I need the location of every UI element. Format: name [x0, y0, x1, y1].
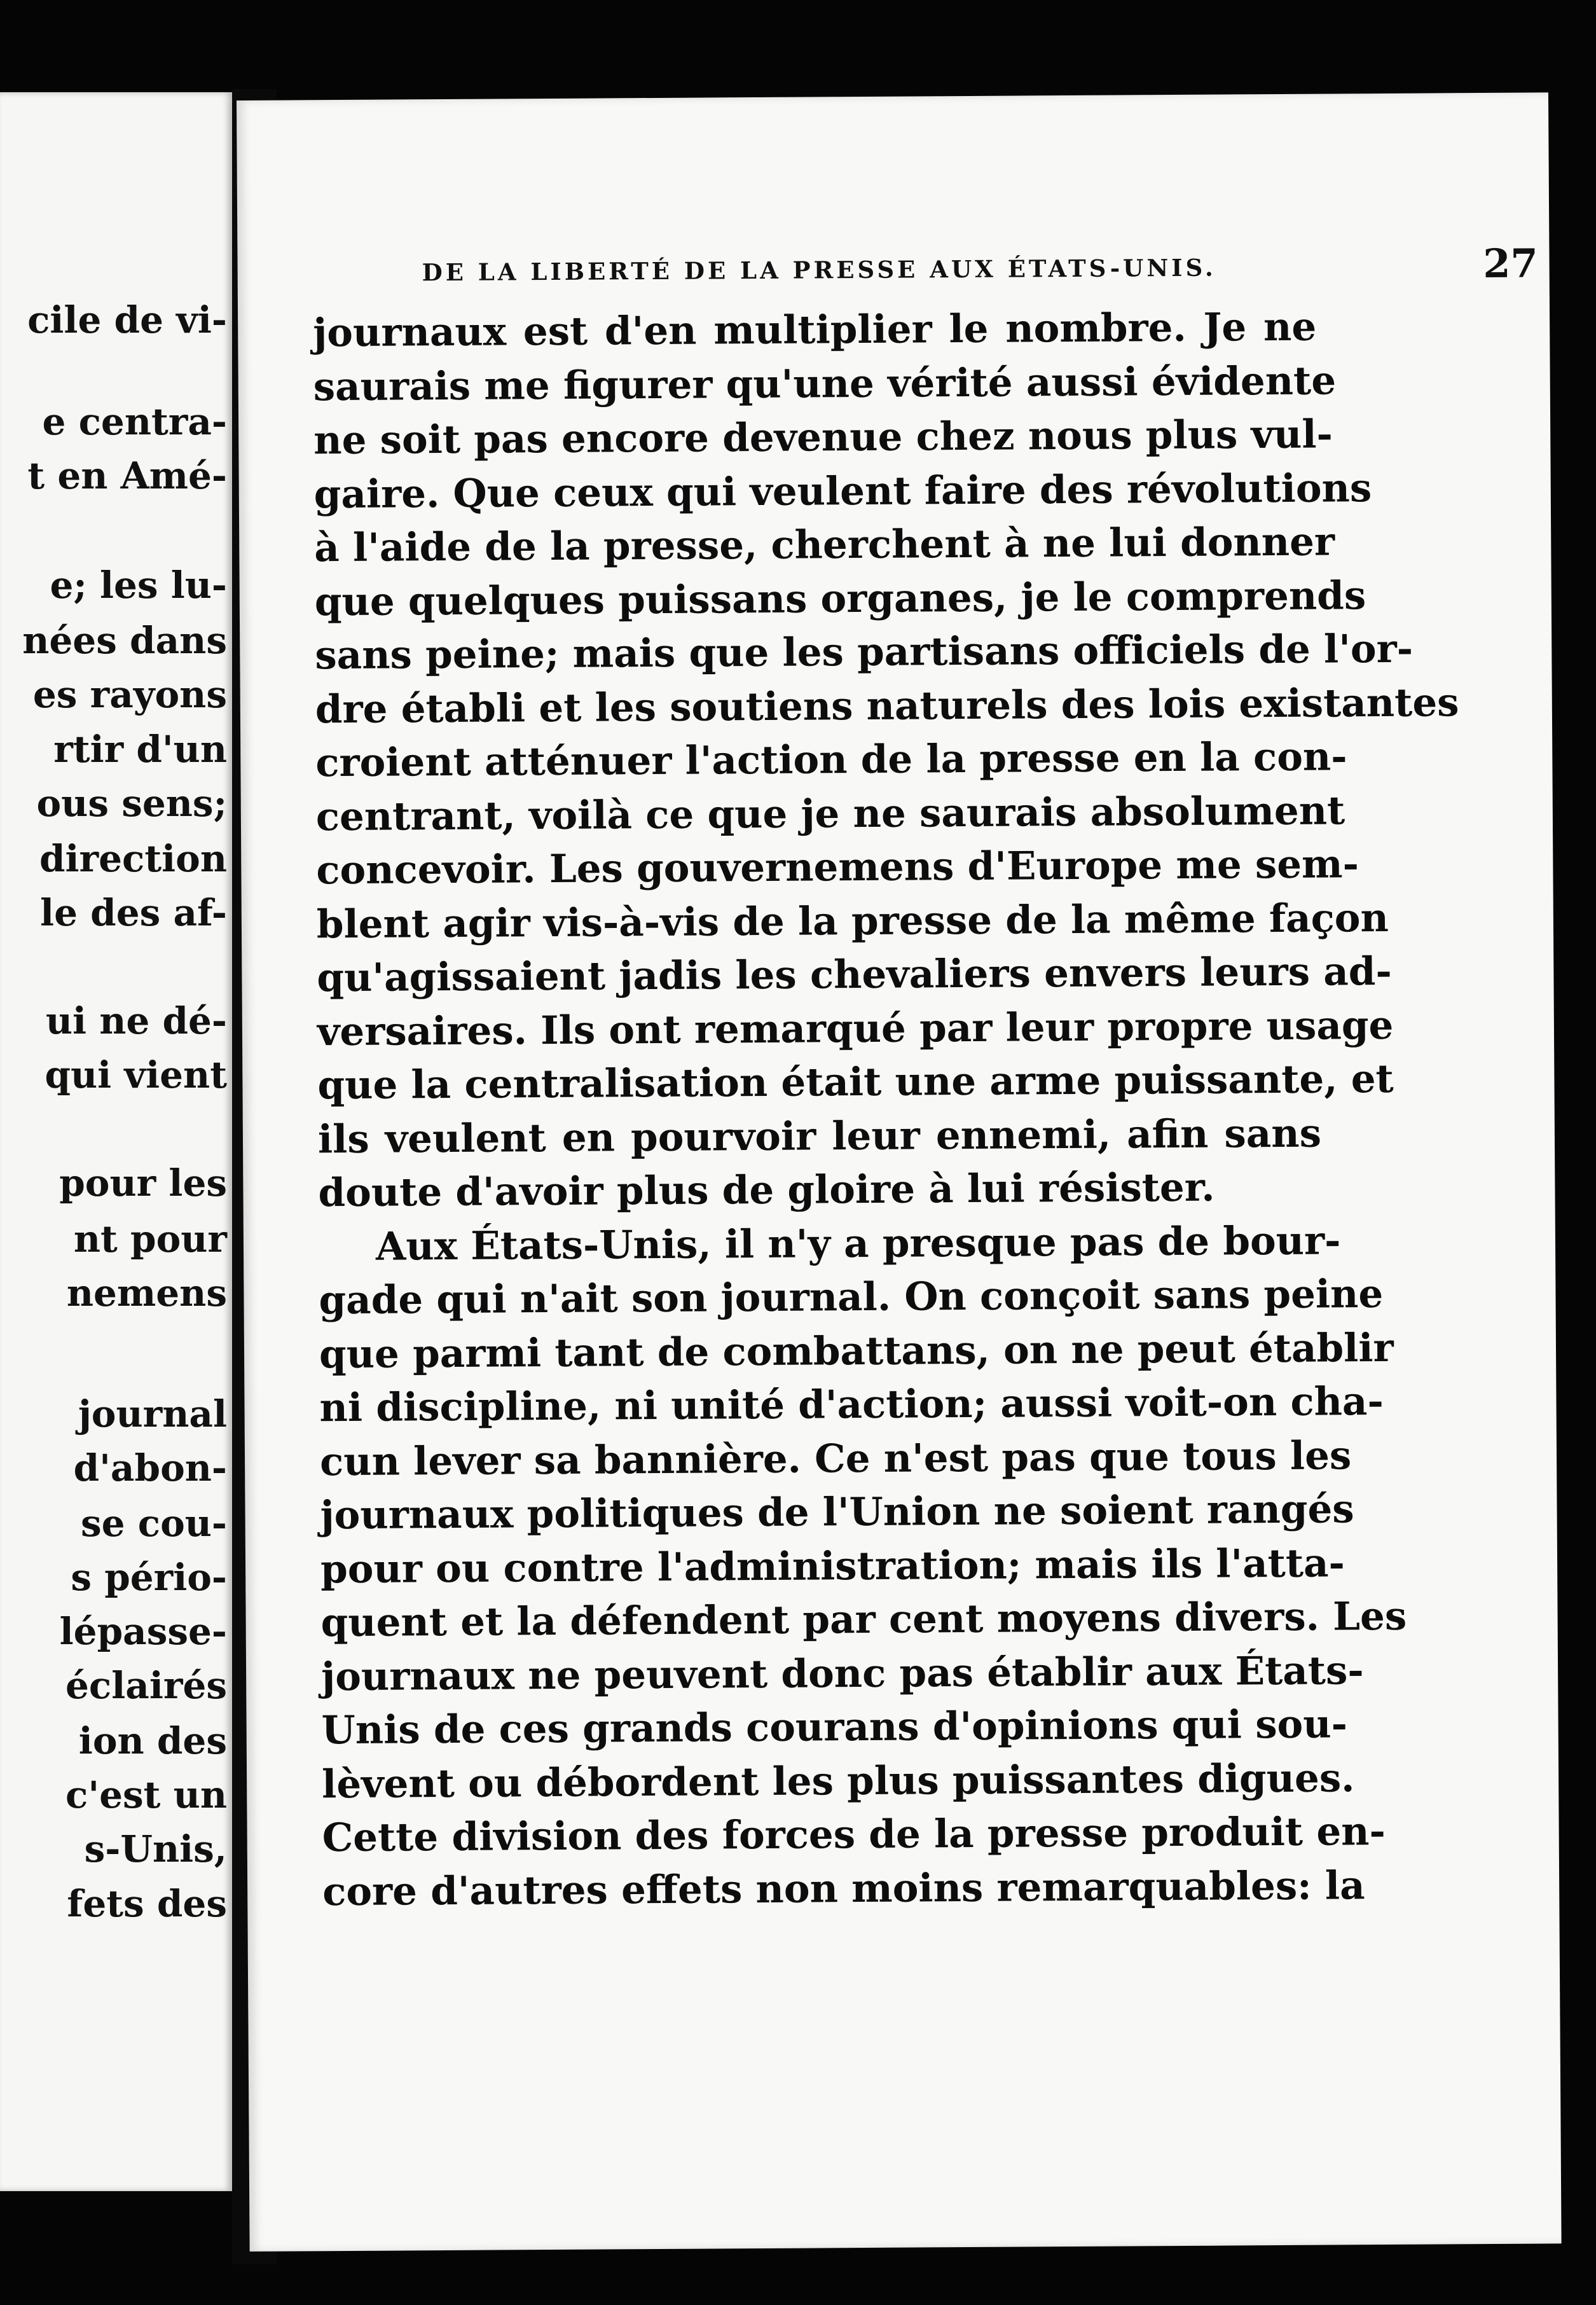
text-line: croient atténuer l'action de la presse en la con-	[315, 734, 1347, 786]
left-line: nt pour	[73, 1217, 227, 1261]
text-line: Unis de ces grands courans d'opinions qui sou-	[321, 1701, 1348, 1754]
left-line: ous sens;	[36, 782, 227, 825]
text-line: que la centralisation était une arme puissante, et	[317, 1056, 1394, 1109]
left-line: nemens	[66, 1271, 227, 1315]
text-line: que quelques puissans organes, je le comprends	[314, 572, 1366, 625]
left-line: ui ne dé-	[45, 999, 227, 1042]
text-line: journaux politiques de l'Union ne soient rangés	[320, 1486, 1354, 1539]
left-line: lépasse-	[59, 1610, 227, 1653]
text-line: blent agir vis-à-vis de la presse de la même façon	[316, 895, 1389, 947]
text-line: sans peine; mais que les partisans officiels de l'or-	[315, 626, 1414, 679]
text-line: journaux ne peuvent donc pas établir aux États-	[320, 1647, 1364, 1699]
text-line: Cette division des forces de la presse produit en-	[322, 1809, 1386, 1861]
left-line: cile de vi-	[27, 298, 227, 342]
running-title: DE LA LIBERTÉ DE LA PRESSE AUX ÉTATS-UNIS.	[422, 253, 1216, 287]
left-line: t en Amé-	[27, 454, 227, 497]
text-line: à l'aide de la presse, cherchent à ne lui donner	[314, 519, 1335, 571]
left-line: pour les	[59, 1161, 227, 1205]
text-line: core d'autres effets non moins remarquables: la	[322, 1862, 1365, 1914]
text-line: dre établi et les soutiens naturels des lois existantes	[315, 679, 1459, 732]
left-line: s-Unis,	[84, 1827, 227, 1871]
text-line: cun lever sa bannière. Ce n'est pas que tous les	[319, 1432, 1352, 1485]
text-line: doute d'avoir plus de gloire à lui résister.	[318, 1165, 1215, 1216]
left-line: fets des	[67, 1882, 227, 1925]
text-line: pour ou contre l'administration; mais ils l'atta-	[320, 1540, 1345, 1592]
left-line: éclairés	[65, 1664, 227, 1707]
left-line: c'est un	[65, 1773, 227, 1817]
text-line: ils veulent en pourvoir leur ennemi, afin sans	[317, 1111, 1322, 1162]
text-line: qu'agissaient jadis les chevaliers envers leurs ad-	[317, 948, 1392, 1001]
left-line: se cou-	[81, 1502, 227, 1545]
left-line: journal	[78, 1392, 227, 1436]
text-line: lèvent ou débordent les plus puissantes digues.	[321, 1755, 1355, 1807]
left-line: d'abon-	[73, 1446, 227, 1490]
left-line: nées dans	[22, 619, 227, 662]
left-line: s périо-	[71, 1556, 227, 1599]
left-line: direction	[39, 837, 227, 880]
text-line: quent et la défendent par cent moyens divers. Les	[320, 1593, 1407, 1646]
text-line: que parmi tant de combattans, on ne peut établir	[319, 1325, 1394, 1377]
left-line: le des af-	[40, 891, 227, 934]
text-line: gaire. Que ceux qui veulent faire des révolutions	[313, 465, 1372, 517]
main-page	[237, 92, 1562, 2252]
page-number: 27	[1483, 240, 1538, 287]
text-line: concevoir. Les gouvernemens d'Europe me sem-	[316, 841, 1359, 894]
text-line: ne soit pas encore devenue chez nous plus vul-	[313, 412, 1333, 464]
text-line: journaux est d'en multiplier le nombre. Je ne	[313, 304, 1317, 356]
text-line: versaires. Ils ont remarqué par leur propre usage	[317, 1002, 1394, 1055]
left-line: es rayons	[32, 673, 227, 716]
left-line: ion des	[78, 1719, 227, 1762]
left-line: e centra-	[42, 400, 227, 443]
body-text	[313, 301, 1459, 1920]
left-line: rtir d'un	[53, 728, 227, 771]
paragraph-start-line: Aux États-Unis, il n'y a presque pas de bour-	[375, 1217, 1341, 1270]
left-line: qui vient	[45, 1053, 227, 1097]
left-page-text	[0, 92, 227, 1925]
text-line: gade qui n'ait son journal. On conçoit sans peine	[319, 1271, 1384, 1324]
text-line: centrant, voilà ce que je ne saurais absolument	[315, 787, 1345, 840]
text-line: ni discipline, ni unité d'action; aussi voit-on cha-	[319, 1379, 1384, 1431]
running-head	[422, 240, 1538, 298]
left-line: e; les lu-	[50, 564, 227, 607]
left-page-fragment	[0, 92, 232, 2191]
text-line: saurais me figurer qu'une vérité aussi évidente	[313, 357, 1337, 410]
